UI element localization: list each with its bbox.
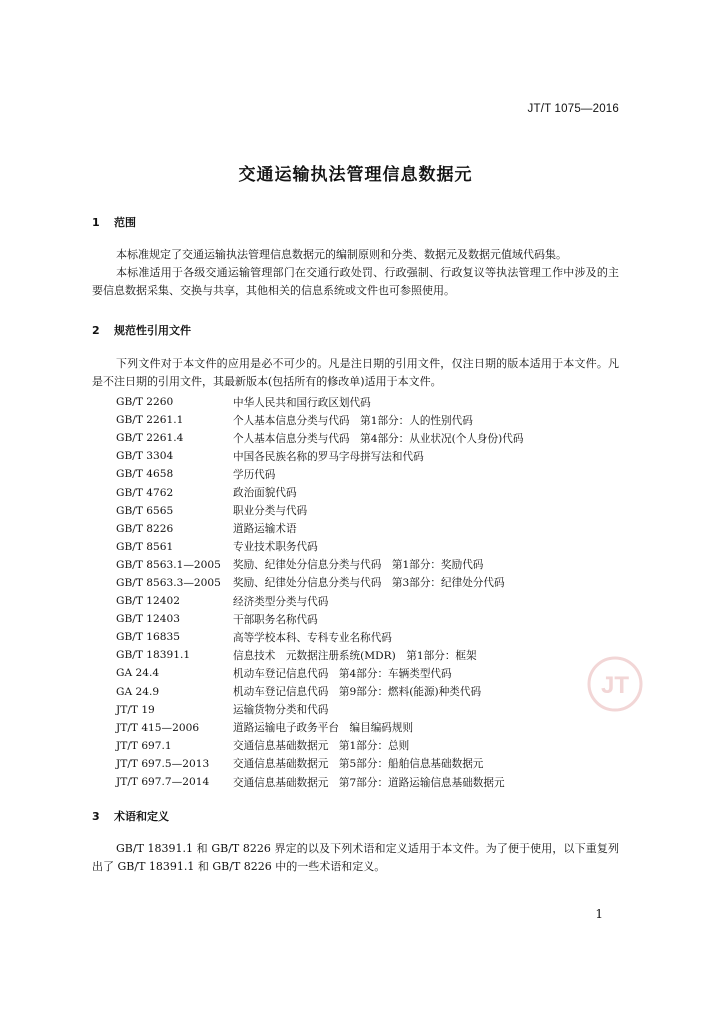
- reference-code: GB/T 8563.3—2005: [116, 576, 221, 589]
- reference-code: GB/T 12402: [116, 595, 180, 608]
- reference-item: [116, 502, 616, 520]
- reference-title: 交通信息基础数据元 第7部分：道路运输信息基础数据元: [233, 776, 505, 789]
- reference-title: 中国各民族名称的罗马字母拼写法和代码: [233, 450, 424, 463]
- reference-code: GA 24.9: [116, 685, 160, 698]
- reference-code: JT/T 415—2006: [116, 721, 200, 734]
- reference-code: GB/T 8226: [116, 522, 174, 535]
- reference-item: [116, 483, 616, 501]
- section-title: 范围: [114, 216, 136, 229]
- reference-title: 机动车登记信息代码 第4部分：车辆类型代码: [233, 667, 452, 680]
- reference-code: GB/T 2260: [116, 396, 174, 409]
- reference-code: JT/T 697.7—2014: [116, 776, 210, 789]
- reference-item: [116, 646, 616, 664]
- reference-item: [116, 520, 616, 538]
- section-number: 2: [92, 324, 100, 337]
- reference-item: [116, 755, 616, 773]
- reference-code: GB/T 8561: [116, 540, 174, 553]
- reference-code: GB/T 12403: [116, 613, 180, 626]
- reference-title: 中华人民共和国行政区划代码: [233, 396, 371, 409]
- reference-title: 机动车登记信息代码 第9部分：燃料(能源)种类代码: [233, 686, 482, 699]
- reference-title: 专业技术职务代码: [233, 541, 318, 554]
- section-title: 术语和定义: [114, 810, 169, 823]
- reference-title: 交通信息基础数据元 第5部分：船舶信息基础数据元: [233, 758, 484, 771]
- jt-watermark-logo: [586, 655, 644, 713]
- document-title: 交通运输执法管理信息数据元: [238, 165, 473, 185]
- reference-code: JT/T 697.1: [116, 739, 172, 752]
- reference-code: GB/T 4658: [116, 468, 174, 481]
- reference-title: 个人基本信息分类与代码 第4部分：从业状况(个人身份)代码: [233, 432, 524, 445]
- section-title: 规范性引用文件: [114, 324, 191, 337]
- section-1-paragraph-1: 本标准规定了交通运输执法管理信息数据元的编制原则和分类、数据元及数据元值域代码集。: [116, 248, 567, 261]
- normative-reference-list: [116, 393, 616, 791]
- reference-item: [116, 538, 616, 556]
- standard-code: JT/T 1075—2016: [527, 103, 619, 115]
- reference-item: [116, 393, 616, 411]
- reference-code: GB/T 2261.1: [116, 414, 184, 427]
- reference-title: 道路运输术语: [233, 523, 297, 536]
- section-3-paragraph-1: GB/T 18391.1 和 GB/T 8226 界定的以及下列术语和定义适用于本文件。为了便于使用，以下重复列出了 GB/T 18391.1 和 GB/T 8226 中的一些术语和定义。: [92, 842, 619, 873]
- reference-code: GB/T 18391.1: [116, 649, 191, 662]
- reference-item: [116, 411, 616, 429]
- reference-title: 交通信息基础数据元 第1部分：总则: [233, 740, 410, 753]
- section-number: 1: [92, 216, 100, 229]
- section-3-heading: [92, 808, 169, 824]
- reference-title: 运输货物分类和代码: [233, 704, 329, 717]
- reference-item: [116, 610, 616, 628]
- svg-text:JT: JT: [600, 672, 630, 699]
- reference-title: 职业分类与代码: [233, 505, 308, 518]
- section-number: 3: [92, 810, 100, 823]
- reference-code: GB/T 16835: [116, 631, 180, 644]
- reference-item: [116, 701, 616, 719]
- reference-title: 奖励、纪律处分信息分类与代码 第3部分：纪律处分代码: [233, 577, 505, 590]
- reference-item: [116, 429, 616, 447]
- reference-title: 奖励、纪律处分信息分类与代码 第1部分：奖励代码: [233, 559, 484, 572]
- reference-title: 个人基本信息分类与代码 第1部分：人的性别代码: [233, 414, 473, 427]
- section-1-heading: [92, 214, 136, 230]
- reference-item: [116, 628, 616, 646]
- reference-item: [116, 773, 616, 791]
- reference-title: 学历代码: [233, 468, 276, 481]
- section-2-heading: [92, 322, 191, 338]
- reference-item: [116, 683, 616, 701]
- reference-title: 经济类型分类与代码: [233, 595, 329, 608]
- reference-title: 道路运输电子政务平台 编目编码规则: [233, 722, 414, 735]
- reference-title: 信息技术 元数据注册系统(MDR) 第1部分：框架: [233, 649, 477, 662]
- reference-code: GB/T 2261.4: [116, 432, 184, 445]
- reference-item: [116, 447, 616, 465]
- reference-code: GA 24.4: [116, 667, 160, 680]
- reference-item: [116, 574, 616, 592]
- reference-code: GB/T 6565: [116, 504, 174, 517]
- reference-title: 干部职务名称代码: [233, 613, 318, 626]
- reference-item: [116, 719, 616, 737]
- reference-code: GB/T 4762: [116, 486, 174, 499]
- section-2-paragraph-1: 下列文件对于本文件的应用是必不可少的。凡是注日期的引用文件，仅注日期的版本适用于本文件。凡是不注日期的引用文件，其最新版本(包括所有的修改单)适用于本文件。: [92, 357, 619, 388]
- reference-title: 政治面貌代码: [233, 487, 297, 500]
- section-1-paragraph-2: 本标准适用于各级交通运输管理部门在交通行政处罚、行政强制、行政复议等执法管理工作中涉及的主要信息数据采集、交换与共享，其他相关的信息系统或文件也可参照使用。: [92, 266, 619, 297]
- reference-code: GB/T 3304: [116, 450, 174, 463]
- reference-item: [116, 465, 616, 483]
- reference-code: JT/T 697.5—2013: [116, 757, 210, 770]
- reference-item: [116, 556, 616, 574]
- reference-code: GB/T 8563.1—2005: [116, 558, 221, 571]
- reference-title: 高等学校本科、专科专业名称代码: [233, 631, 392, 644]
- page-number: 1: [595, 907, 603, 921]
- reference-item: [116, 592, 616, 610]
- reference-item: [116, 737, 616, 755]
- reference-code: JT/T 19: [116, 703, 155, 716]
- reference-item: [116, 664, 616, 682]
